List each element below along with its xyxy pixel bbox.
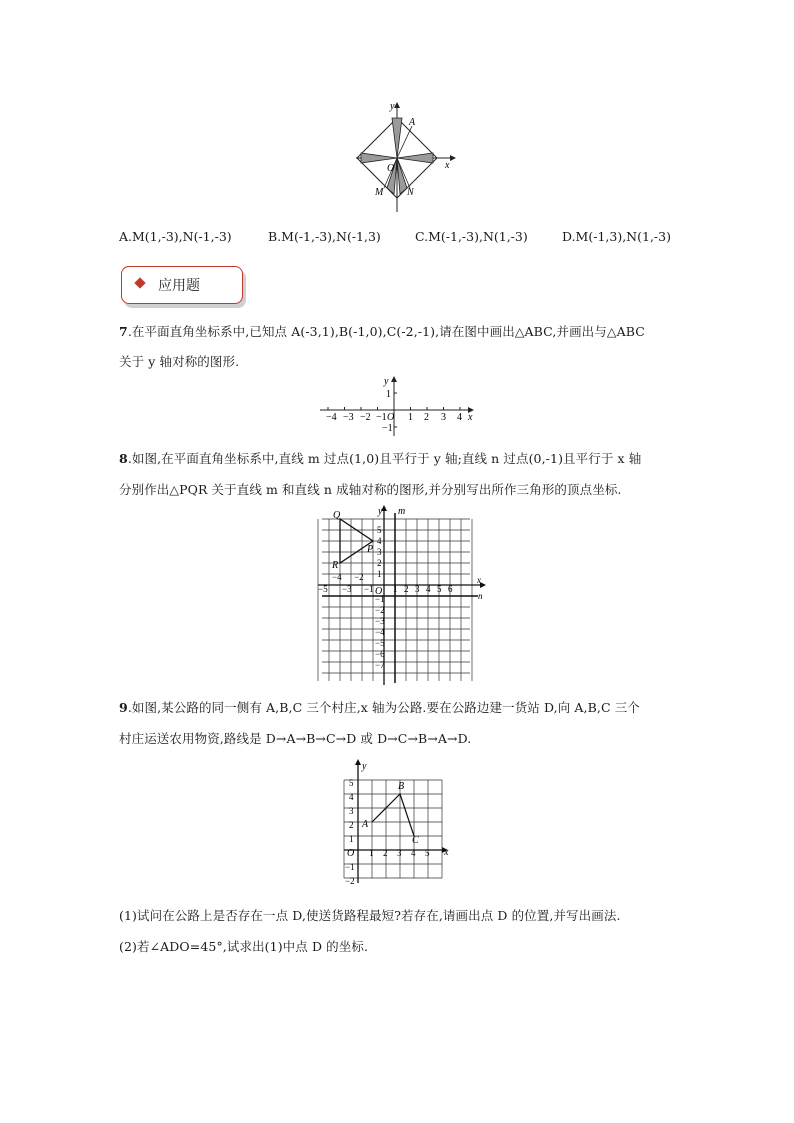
q9-xtick-1: 1 <box>369 848 374 858</box>
q7-text1: .在平面直角坐标系中,已知点 A(-3,1),B(-1,0),C(-2,-1),请在图中画出△ABC,并画出与△ABC <box>127 324 645 339</box>
q8-line2: 分别作出△PQR 关于直线 m 和直线 n 成轴对称的图形,并分别写出所作三角形的顶点坐标. <box>119 482 622 497</box>
q9-ytick-3: 3 <box>349 806 354 816</box>
q9-line1 <box>119 698 640 716</box>
q8-ytick--4: −4 <box>375 627 385 637</box>
q7-xtick--2: −2 <box>360 412 371 423</box>
q9-ytick--2: −2 <box>345 876 355 886</box>
q7-line2: 关于 y 轴对称的图形. <box>119 354 240 369</box>
q9-label-x: x <box>444 847 449 858</box>
q8-xtick--3: −3 <box>342 584 352 594</box>
q9-number: 9 <box>119 700 128 715</box>
q9-sub1: (1)试问在公路上是否存在一点 D,使送货路程最短?若存在,请画出点 D 的位置,并写出画法. <box>119 908 621 923</box>
q8-xtick-6: 6 <box>448 584 453 594</box>
q8-ytick-2: 2 <box>377 558 382 568</box>
q8-label-m: m <box>398 506 406 517</box>
q9-label-b: B <box>398 781 405 792</box>
q6-shaded-top <box>392 118 402 158</box>
choice-d: D.M(-1,3),N(1,-3) <box>562 229 671 244</box>
q6-shaded-left <box>361 153 397 163</box>
q8-ytick--6: −6 <box>375 649 385 659</box>
q6-shaded-right <box>397 153 433 163</box>
q8-ytick--2: −2 <box>375 605 385 615</box>
q8-xtick-4: 4 <box>426 584 431 594</box>
q7-xtick--4: −4 <box>326 412 337 423</box>
q8-xtick-3: 3 <box>415 584 420 594</box>
choice-b: B.M(-1,-3),N(-1,3) <box>268 229 381 244</box>
q9-ytick-4: 4 <box>349 792 354 802</box>
q9-xtick-5: 5 <box>425 848 430 858</box>
q8-number: 8 <box>119 451 128 466</box>
q7-xtick--1: −1 <box>376 412 387 423</box>
choice-a: A.M(1,-3),N(-1,-3) <box>119 229 232 244</box>
q9-label-a: A <box>362 819 369 830</box>
q6-figure <box>350 98 460 216</box>
q7-number: 7 <box>119 324 128 339</box>
q8-label-q: Q <box>333 510 341 521</box>
q6-label-y: y <box>390 101 395 112</box>
q8-xtick-2: 2 <box>404 584 409 594</box>
q6-label-x: x <box>445 160 450 171</box>
q7-xtick-4: 4 <box>457 412 462 423</box>
q9-ytick--1: −1 <box>345 862 355 872</box>
q8-ytick-3: 3 <box>377 547 382 557</box>
q9-line2: 村庄运送农用物资,路线是 D→A→B→C→D 或 D→C→B→A→D. <box>119 731 472 746</box>
q8-ytick--7: −7 <box>375 660 385 670</box>
q9-ytick-2: 2 <box>349 820 354 830</box>
q8-ytick-5: 5 <box>377 525 382 535</box>
q6-label-m: M <box>375 187 384 198</box>
q6-label-a: A <box>409 117 416 128</box>
q7-xtick--3: −3 <box>343 412 354 423</box>
q7-line1 <box>119 322 645 340</box>
q9-path-abc <box>372 794 414 836</box>
q6-shaded-bottom-right <box>397 158 407 194</box>
q7-axis-y: y <box>384 376 389 387</box>
q9-sub2: (2)若∠ADO=45°,试求出(1)中点 D 的坐标. <box>119 939 369 954</box>
q7-origin: O <box>387 412 395 423</box>
q8-ytick--3: −3 <box>375 616 385 626</box>
section-title: 应用题 <box>158 278 200 294</box>
q9-xtick-2: 2 <box>383 848 388 858</box>
q9-y-arrow <box>355 759 361 765</box>
q9-label-o: O <box>347 848 355 859</box>
q9-label-c: C <box>412 835 419 846</box>
q8-ytick--5: −5 <box>375 638 385 648</box>
q8-ytick--1: −1 <box>375 594 385 604</box>
q7-xtick-3: 3 <box>441 412 446 423</box>
q8-xtick--5: −5 <box>318 584 328 594</box>
q8-label-x: x <box>477 575 481 585</box>
q8-ytick-1: 1 <box>377 569 382 579</box>
q9-xtick-4: 4 <box>411 848 416 858</box>
q6-y-arrow <box>394 102 400 108</box>
q8-xtick-5: 5 <box>437 584 442 594</box>
q6-label-n: N <box>407 187 414 198</box>
q9-ytick-1: 1 <box>349 834 354 844</box>
q8-label-r: R <box>332 560 339 571</box>
q7-xtick-1: 1 <box>408 412 413 423</box>
q9-label-y: y <box>362 761 367 772</box>
q7-axis-figure <box>318 373 478 439</box>
q8-xtick--1: −1 <box>364 584 374 594</box>
q9-text1: .如图,某公路的同一侧有 A,B,C 三个村庄,x 轴为公路.要在公路边建一货站 D,向 A,B,C 三个 <box>127 700 640 715</box>
q8-text1: .如图,在平面直角坐标系中,直线 m 过点(1,0)且平行于 y 轴;直线 n 过点(0,-1)且平行于 x 轴 <box>127 451 642 466</box>
q8-label-p: P <box>367 544 374 555</box>
q8-grid-figure <box>314 505 490 687</box>
choice-c: C.M(-1,-3),N(1,-3) <box>415 229 528 244</box>
q9-ytick-5: 5 <box>349 778 354 788</box>
q7-ytick--1: −1 <box>382 423 393 434</box>
q9-xtick-3: 3 <box>397 848 402 858</box>
q9-grid-figure <box>336 759 456 887</box>
q7-ytick-1: 1 <box>386 389 391 400</box>
q8-line1 <box>119 449 641 467</box>
q6-label-o: O <box>387 163 395 174</box>
q8-label-n: n <box>478 591 483 601</box>
q6-x-arrow <box>450 155 456 161</box>
q7-y-arrow <box>391 376 397 382</box>
q8-label-o: O <box>375 586 383 597</box>
q8-xtick-1: 1 <box>393 584 398 594</box>
q8-xtick--4: −4 <box>332 572 342 582</box>
q8-ytick-4: 4 <box>377 536 382 546</box>
q8-label-y: y <box>378 506 383 517</box>
q8-xtick--2: −2 <box>354 572 364 582</box>
q7-xtick-2: 2 <box>424 412 429 423</box>
q7-axis-x: x <box>468 412 473 423</box>
